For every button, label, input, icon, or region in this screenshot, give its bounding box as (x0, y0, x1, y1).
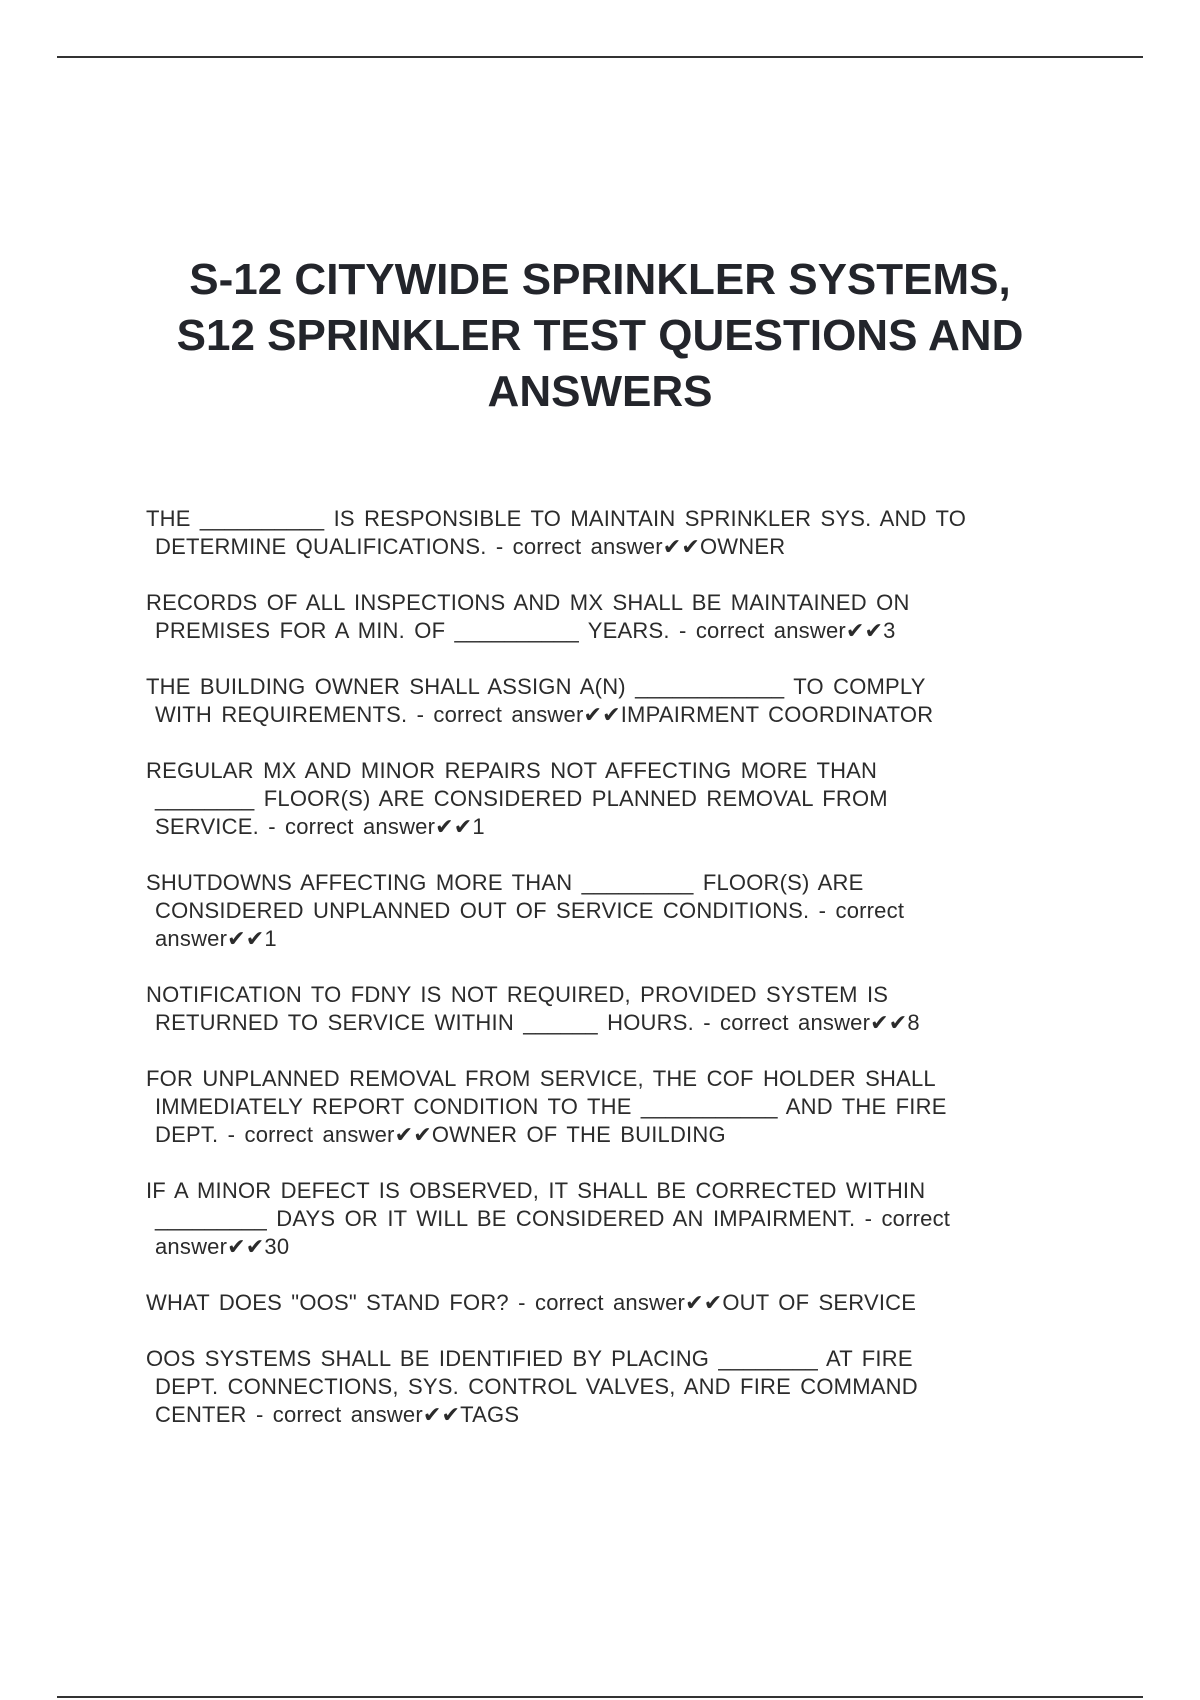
qa-item (146, 757, 1076, 841)
title-line: ANSWERS (487, 367, 713, 416)
qa-line: CENTER - correct answer✔✔TAGS (155, 1402, 520, 1427)
qa-line: WHAT DOES "OOS" STAND FOR? - correct answer✔✔OUT OF SERVICE (146, 1290, 917, 1315)
qa-line: SHUTDOWNS AFFECTING MORE THAN _________ FLOOR(S) ARE (146, 870, 864, 895)
qa-line: OOS SYSTEMS SHALL BE IDENTIFIED BY PLACING ________ AT FIRE (146, 1346, 913, 1371)
qa-line: DEPT. - correct answer✔✔OWNER OF THE BUILDING (155, 1122, 726, 1147)
qa-item (146, 981, 1076, 1037)
qa-line: REGULAR MX AND MINOR REPAIRS NOT AFFECTING MORE THAN (146, 758, 878, 783)
title-line: S12 SPRINKLER TEST QUESTIONS AND (176, 311, 1024, 360)
qa-line: PREMISES FOR A MIN. OF __________ YEARS. - correct answer✔✔3 (155, 618, 896, 643)
top-rule (57, 56, 1143, 58)
qa-line: DEPT. CONNECTIONS, SYS. CONTROL VALVES, AND FIRE COMMAND (155, 1374, 918, 1399)
qa-item (146, 505, 1076, 561)
qa-item (146, 1345, 1076, 1429)
qa-line: _________ DAYS OR IT WILL BE CONSIDERED AN IMPAIRMENT. - correct (155, 1206, 951, 1231)
qa-line: SERVICE. - correct answer✔✔1 (155, 814, 485, 839)
qa-line: THE __________ IS RESPONSIBLE TO MAINTAIN SPRINKLER SYS. AND TO (146, 506, 967, 531)
qa-line: WITH REQUIREMENTS. - correct answer✔✔IMPAIRMENT COORDINATOR (155, 702, 934, 727)
qa-line: NOTIFICATION TO FDNY IS NOT REQUIRED, PROVIDED SYSTEM IS (146, 982, 889, 1007)
qa-item (146, 1177, 1076, 1261)
qa-line: THE BUILDING OWNER SHALL ASSIGN A(N) ____________ TO COMPLY (146, 674, 926, 699)
qa-line: CONSIDERED UNPLANNED OUT OF SERVICE CONDITIONS. - correct (155, 898, 905, 923)
qa-item (146, 1065, 1076, 1149)
qa-item (146, 869, 1076, 953)
qa-item (146, 1289, 1076, 1317)
qa-item (146, 673, 1076, 729)
document-title (120, 252, 1080, 420)
qa-line: IMMEDIATELY REPORT CONDITION TO THE ___________ AND THE FIRE (155, 1094, 947, 1119)
title-line: S-12 CITYWIDE SPRINKLER SYSTEMS, (189, 255, 1011, 304)
qa-line: ________ FLOOR(S) ARE CONSIDERED PLANNED REMOVAL FROM (155, 786, 888, 811)
qa-line: answer✔✔30 (155, 1234, 290, 1259)
qa-line: IF A MINOR DEFECT IS OBSERVED, IT SHALL BE CORRECTED WITHIN (146, 1178, 926, 1203)
qa-line: FOR UNPLANNED REMOVAL FROM SERVICE, THE COF HOLDER SHALL (146, 1066, 936, 1091)
question-answer-list (146, 505, 1076, 1457)
qa-line: answer✔✔1 (155, 926, 277, 951)
qa-line: DETERMINE QUALIFICATIONS. - correct answer✔✔OWNER (155, 534, 786, 559)
qa-line: RECORDS OF ALL INSPECTIONS AND MX SHALL BE MAINTAINED ON (146, 590, 910, 615)
qa-item (146, 589, 1076, 645)
qa-line: RETURNED TO SERVICE WITHIN ______ HOURS. - correct answer✔✔8 (155, 1010, 920, 1035)
bottom-rule (57, 1696, 1143, 1698)
